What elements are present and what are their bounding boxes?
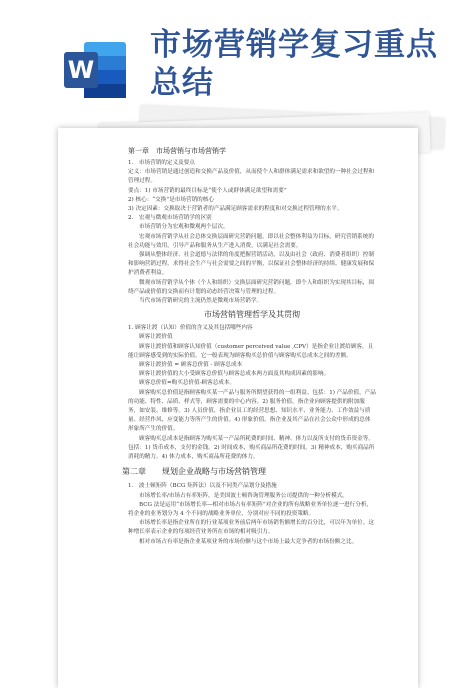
paragraph: 强调从整体经济、社会道德与法律的角度把握营销活动，以及由社会（政府、消费者组织）控制和影响营销过程，求得社会生产与社会需要之间的平衡，以保证社会整体经济的持续、健康发展和保护消费者利益。 [128, 252, 375, 277]
section-heading: 1. 市场营销的定义及要点 [128, 160, 195, 166]
section-heading: 1. 顾客让渡（认知）价值的含义及其包括哪些内容 [128, 325, 253, 332]
paragraph: 顾客让渡价值 [139, 334, 173, 341]
paragraph: 市场增长率是指企业所在的行业某项业务前后两年市场销售额增长的百分比，可以年为单位。这种增长率表示企业的每项经营业务所在市场的相对吸引力。 [128, 520, 374, 536]
paragraph: 顾客总价值=购买总价值-顾客总成本。 [139, 380, 236, 387]
paragraph: 顾客让渡价值的大小受顾客总价值与顾客总成本两方面及其构成因素的影响。 [139, 371, 330, 378]
paragraph: 要点：1) 市场营销的最终目标是“使个人或群体满足欲望和需要” [128, 187, 287, 194]
paragraph: 顾客购买总价值是指顾客购买某一产品与服务所期望获得的一组利益。包括：1) 产品价值，产品的功能、特性、品质、样式等，顾客需要的中心内容。2) 服务价值，指企业向顾客提供的附加服务，如安装、维修等。3) 人员价值，指企业员工的经营思想、知识水平、业务能力、工作效益与质量、经营作风、应变能力等所产生的价值。4) 形象价值，指企业及其产品在社会公众中形成的总体形象所产生的价值。 [128, 389, 376, 433]
header-banner [0, 0, 474, 120]
word-icon [62, 40, 128, 100]
chapter-heading: 第二章 规划企业战略与市场营销管理 [122, 467, 266, 477]
paragraph: BCG 法是运用“市场增长率—相对市场占有率矩阵”对企业的所有战略业务单位逐一进行分析，将企业的业务划分为 4 个不同的战略业务单位，分别对应不同的投资策略。 [128, 501, 373, 517]
word-icon-letter: W [67, 56, 95, 84]
document-page [58, 128, 418, 688]
paragraph: 微观市场营销学从个体（个人和组织）交换层面研究营销问题，即个人和组织为实现其目标，围绕产品或价值的交换而有计划的动态经营决策与管理的过程。 [128, 279, 374, 295]
paragraph: 顾客购买总成本是指顾客为购买某一产品所耗费的时间、精神、体力以及所支付的货币资金等。包括：1) 货币成本，支付的金钱。2) 时间成本，购买商品所花费的时间。3) 精神成本，购买商品所消耗的精力。4) 体力成本，购买商品所花费的体力。 [128, 435, 375, 461]
paragraph: 市场营销分为宏观和微观两个层次。 [139, 224, 229, 231]
paragraph: 定义：市场营销是通过创造和交换产品及价值，从而使个人和群体满足需求和欲望的一种社会过程和管理过程。 [128, 169, 375, 185]
document-body [122, 142, 376, 547]
paragraph: 相对市场占有率是指企业某项业务的市场份额与这个市场上最大竞争者的市场份额之比。 [139, 538, 358, 545]
paragraph: 当代市场营销研究的主流仍然是微观市场营销学。 [139, 298, 263, 305]
section-heading: 2. 宏观与微观市场营销学的区别 [128, 215, 212, 222]
paragraph: 顾客让渡价值和顾客认知价值（customer perceived value ,CPV）是指企业让渡给顾客，且能让顾客感受到的实际价值。它一般表现为顾客购买总价值与顾客购买总成本之间的差额。 [128, 343, 374, 359]
section-heading: 1. 波士顿矩阵（BCG 矩阵法）以及不同类产品划分及措施 [128, 483, 277, 490]
paragraph: 市场增长率/市场占有率矩阵，是美国波士顿咨询管理服务公司提供的一种分析模式。 [139, 492, 348, 499]
paragraph: 3) 决定因素：交换取决于营销者的产品满足顾客需求的程度和对交换过程管理的水平。 [128, 206, 343, 213]
paragraph: 宏观市场营销学从社会总体交换层面研究营销问题。即以社会整体利益为目标，研究营销系统的社会功能与效用，引导产品和服务从生产进入消费，以满足社会需要。 [128, 233, 374, 249]
paragraph: 2) 核心：“交换”是市场营销的核心 [128, 196, 214, 203]
paragraph: 顾客让渡价值 = 顾客总价值 - 顾客总成本 [139, 362, 243, 369]
section-title: 市场营销管理哲学及其贯彻 [204, 310, 300, 320]
page-title: 市场营销学复习重点总结 [150, 27, 438, 101]
chapter-heading: 第一章 市场营销与市场营销学 [128, 147, 226, 155]
